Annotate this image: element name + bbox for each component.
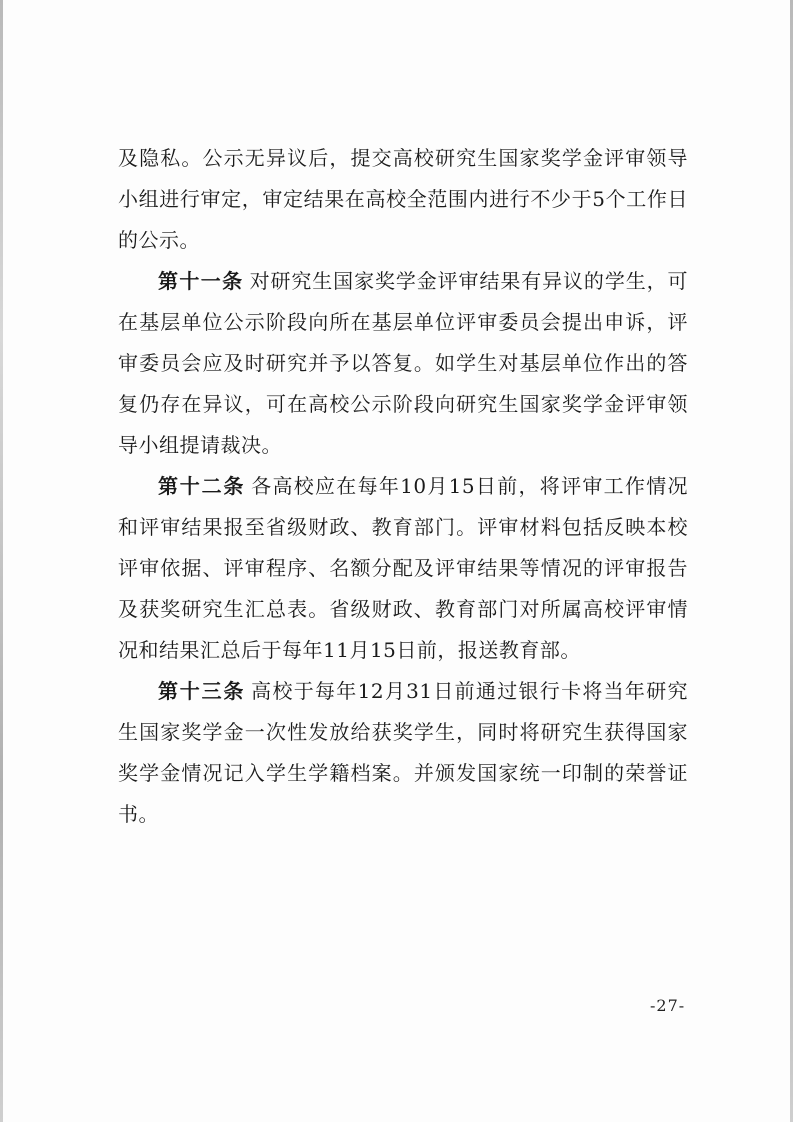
page-number: -27- bbox=[650, 996, 686, 1015]
article-13-paragraph bbox=[118, 671, 688, 835]
paragraph-text: 及隐私。公示无异议后，提交高校研究生国家奖学金评审领导小组进行审定，审定结果在高校全范围内进行不少于5个工作日的公示。 bbox=[118, 146, 688, 252]
article-11-paragraph bbox=[118, 261, 688, 466]
document-body bbox=[118, 138, 688, 835]
article-12-title: 第十二条 bbox=[158, 474, 246, 498]
article-13-text: 高校于每年12月31日前通过银行卡将当年研究生国家奖学金一次性发放给获奖学生，同时将研究生获得国家奖学金情况记入学生学籍档案。并颁发国家统一印制的荣誉证书。 bbox=[118, 679, 689, 826]
paragraph-continued bbox=[118, 138, 688, 261]
article-11-text: 对研究生国家奖学金评审结果有异议的学生，可在基层单位公示阶段向所在基层单位评审委员会提出申诉，评审委员会应及时研究并予以答复。如学生对基层单位作出的答复仍存在异议，可在高校公示阶段向研究生国家奖学金评审领导小组提请裁决。 bbox=[118, 269, 689, 457]
article-12-text: 各高校应在每年10月15日前，将评审工作情况和评审结果报至省级财政、教育部门。评审材料包括反映本校评审依据、评审程序、名额分配及评审结果等情况的评审报告及获奖研究生汇总表。省级财政、教育部门对所属高校评审情况和结果汇总后于每年11月15日前，报送教育部。 bbox=[118, 474, 689, 662]
article-12-paragraph bbox=[118, 466, 688, 671]
article-11-title: 第十一条 bbox=[158, 269, 244, 293]
scan-edge-left bbox=[0, 0, 3, 1122]
article-13-title: 第十三条 bbox=[158, 679, 246, 703]
